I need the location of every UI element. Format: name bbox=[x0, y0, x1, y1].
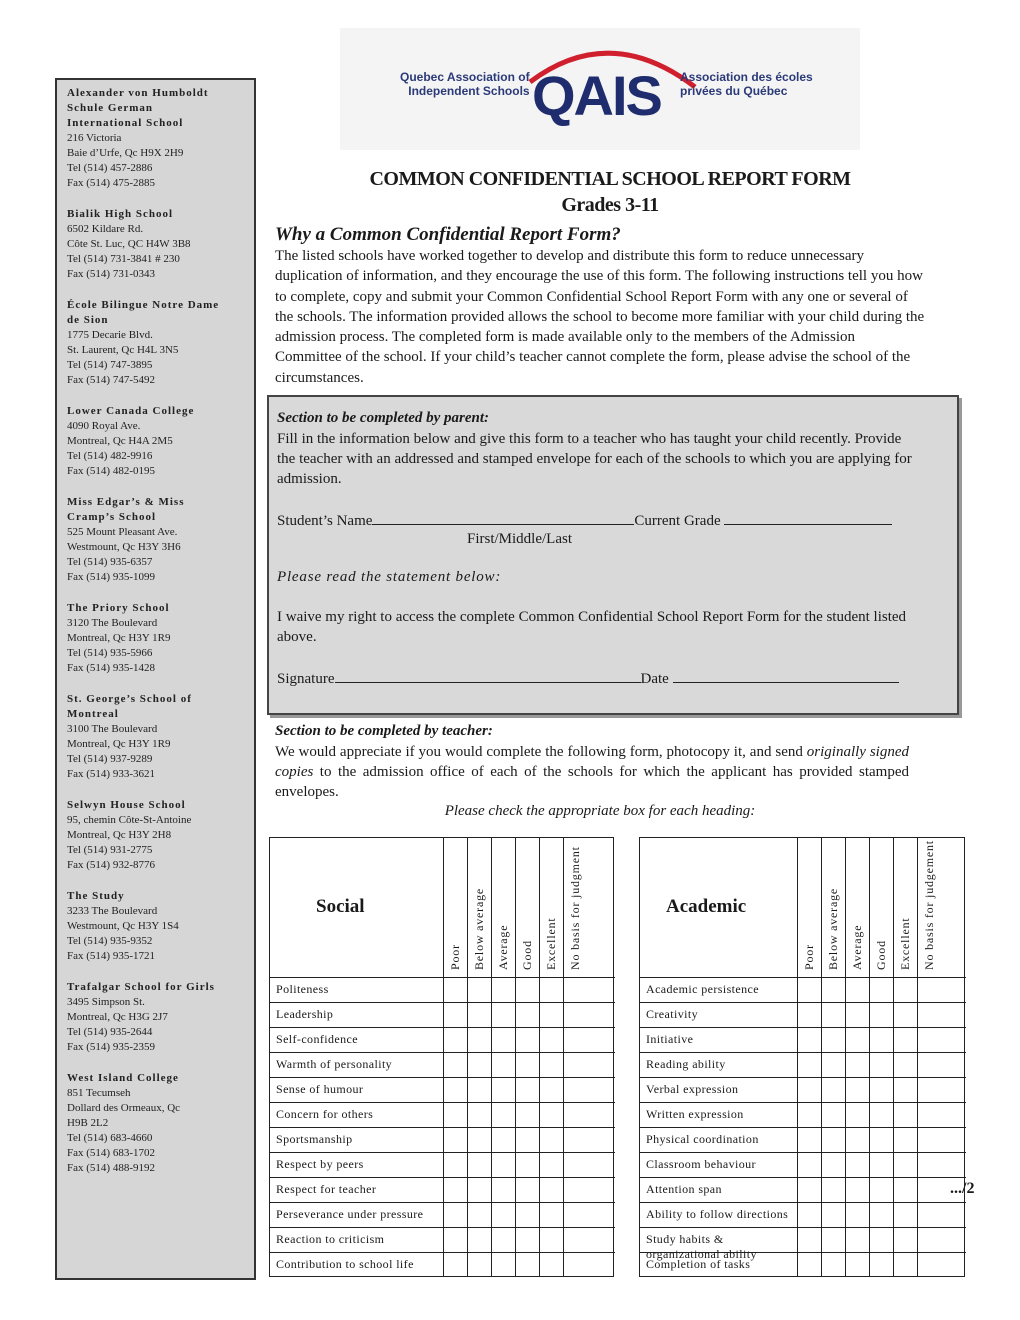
rating-checkbox[interactable] bbox=[798, 1054, 820, 1077]
rating-checkbox[interactable] bbox=[468, 1179, 490, 1202]
column-label: Excellent bbox=[544, 917, 558, 970]
school-name: Bialik High School bbox=[67, 208, 174, 220]
column-label: Below average bbox=[472, 887, 486, 970]
logo-acronym: QAIS bbox=[532, 64, 661, 127]
school-name: Schule German bbox=[67, 102, 154, 114]
student-name-label: Student’s Name bbox=[277, 513, 373, 529]
row-label: Ability to follow directions bbox=[646, 1207, 789, 1221]
rating-checkbox[interactable] bbox=[846, 1104, 868, 1127]
rating-checkbox[interactable] bbox=[798, 1179, 820, 1202]
school-entry bbox=[67, 495, 254, 585]
check-note: Please check the appropriate box for each heading: bbox=[444, 803, 756, 819]
school-address-line: Fax (514) 935-1428 bbox=[67, 662, 155, 674]
school-address-line: Montreal, Qc H3Y 1R9 bbox=[67, 632, 171, 644]
rating-checkbox[interactable] bbox=[870, 979, 892, 1002]
school-address-line: Fax (514) 932-8776 bbox=[67, 859, 155, 871]
rating-checkbox[interactable] bbox=[822, 1179, 844, 1202]
school-address-line: Montreal, Qc H3G 2J7 bbox=[67, 1011, 168, 1023]
rating-checkbox[interactable] bbox=[564, 1129, 586, 1152]
current-grade-field[interactable] bbox=[724, 511, 892, 525]
row-label: Sense of humour bbox=[276, 1082, 364, 1096]
school-address-line: Tel (514) 935-6357 bbox=[67, 556, 153, 568]
rating-checkbox[interactable] bbox=[918, 1054, 940, 1077]
rating-checkbox[interactable] bbox=[540, 1004, 562, 1027]
page-number: .../2 bbox=[950, 1180, 975, 1197]
row-label: Contribution to school life bbox=[276, 1257, 414, 1271]
row-label: Verbal expression bbox=[646, 1082, 739, 1096]
social-rating-table bbox=[269, 837, 614, 1277]
school-address-line: H9B 2L2 bbox=[67, 1117, 109, 1129]
column-label: Poor bbox=[802, 944, 816, 970]
school-address-line: Tel (514) 731-3841 # 230 bbox=[67, 253, 180, 265]
school-address-line: 851 Tecumseh bbox=[67, 1087, 131, 1099]
school-address-line: Fax (514) 747-5492 bbox=[67, 374, 155, 386]
rating-checkbox[interactable] bbox=[492, 1054, 514, 1077]
row-label: Study habits & organizational ability bbox=[646, 1232, 757, 1261]
rating-checkbox[interactable] bbox=[822, 1054, 844, 1077]
school-entry bbox=[67, 207, 254, 282]
rating-checkbox[interactable] bbox=[540, 1229, 562, 1252]
rating-checkbox[interactable] bbox=[564, 1179, 586, 1202]
school-address-line: Fax (514) 475-2885 bbox=[67, 177, 155, 189]
row-label: Sportsmanship bbox=[276, 1132, 353, 1146]
form-grades: Grades 3-11 bbox=[561, 194, 659, 216]
school-address-line: 3120 The Boulevard bbox=[67, 617, 158, 629]
school-address-line: 4090 Royal Ave. bbox=[67, 420, 141, 432]
rating-checkbox[interactable] bbox=[516, 1229, 538, 1252]
rating-checkbox[interactable] bbox=[468, 1129, 490, 1152]
rating-checkbox[interactable] bbox=[564, 1079, 586, 1102]
school-name: Lower Canada College bbox=[67, 405, 195, 417]
read-statement: Please read the statement below: bbox=[277, 569, 502, 585]
rating-checkbox[interactable] bbox=[516, 1079, 538, 1102]
rating-checkbox[interactable] bbox=[540, 979, 562, 1002]
rating-checkbox[interactable] bbox=[846, 1204, 868, 1227]
parent-section bbox=[267, 395, 959, 715]
rating-checkbox[interactable] bbox=[468, 1079, 490, 1102]
row-label: Reaction to criticism bbox=[276, 1232, 385, 1246]
school-entry bbox=[67, 601, 254, 676]
logo-english-name: Quebec Association of Independent Schools bbox=[400, 70, 530, 98]
row-label: Creativity bbox=[646, 1007, 698, 1021]
school-name: Trafalgar School for Girls bbox=[67, 981, 215, 993]
rating-checkbox[interactable] bbox=[894, 979, 916, 1002]
current-grade-label: Current Grade bbox=[634, 513, 721, 529]
school-address-line: Côte St. Luc, QC H4W 3B8 bbox=[67, 238, 191, 250]
rating-checkbox[interactable] bbox=[492, 1004, 514, 1027]
school-address-line: Westmount, Qc H3Y 3H6 bbox=[67, 541, 181, 553]
table-title: Social bbox=[316, 896, 365, 917]
row-label: Reading ability bbox=[646, 1057, 726, 1071]
rating-checkbox[interactable] bbox=[870, 1079, 892, 1102]
school-address-line: Fax (514) 731-0343 bbox=[67, 268, 155, 280]
school-name: de Sion bbox=[67, 314, 109, 326]
school-name: International School bbox=[67, 117, 184, 129]
column-label: Poor bbox=[448, 944, 462, 970]
rating-checkbox[interactable] bbox=[918, 1254, 940, 1277]
rating-checkbox[interactable] bbox=[870, 1004, 892, 1027]
row-label: Academic persistence bbox=[646, 982, 759, 996]
school-address-line: 6502 Kildare Rd. bbox=[67, 223, 144, 235]
rating-checkbox[interactable] bbox=[894, 1054, 916, 1077]
rating-checkbox[interactable] bbox=[492, 1254, 514, 1277]
rating-checkbox[interactable] bbox=[822, 1254, 844, 1277]
rating-checkbox[interactable] bbox=[918, 1104, 940, 1127]
rating-checkbox[interactable] bbox=[846, 1129, 868, 1152]
school-address-line: Baie d’Urfe, Qc H9X 2H9 bbox=[67, 147, 184, 159]
rating-checkbox[interactable] bbox=[492, 1079, 514, 1102]
rating-checkbox[interactable] bbox=[444, 1054, 466, 1077]
rating-checkbox[interactable] bbox=[540, 1079, 562, 1102]
rating-checkbox[interactable] bbox=[798, 979, 820, 1002]
column-label: Average bbox=[496, 924, 510, 970]
parent-section-heading: Section to be completed by parent: bbox=[277, 410, 490, 426]
school-address-line: Westmount, Qc H3Y 1S4 bbox=[67, 920, 179, 932]
rating-checkbox[interactable] bbox=[540, 1204, 562, 1227]
rating-checkbox[interactable] bbox=[468, 1254, 490, 1277]
rating-checkbox[interactable] bbox=[870, 1204, 892, 1227]
form-title: COMMON CONFIDENTIAL SCHOOL REPORT FORM bbox=[369, 168, 851, 190]
school-entry bbox=[67, 692, 254, 782]
rating-checkbox[interactable] bbox=[894, 1104, 916, 1127]
rating-checkbox[interactable] bbox=[468, 1054, 490, 1077]
date-field[interactable] bbox=[673, 669, 899, 683]
signature-line bbox=[277, 669, 899, 688]
school-address-line: Montreal, Qc H3Y 1R9 bbox=[67, 738, 171, 750]
rating-checkbox[interactable] bbox=[468, 1004, 490, 1027]
rating-checkbox[interactable] bbox=[798, 1229, 820, 1252]
rating-checkbox[interactable] bbox=[492, 1204, 514, 1227]
rating-checkbox[interactable] bbox=[846, 1054, 868, 1077]
signature-field[interactable] bbox=[335, 669, 641, 683]
school-address-line: Tel (514) 747-3895 bbox=[67, 359, 153, 371]
rating-checkbox[interactable] bbox=[492, 1229, 514, 1252]
rating-checkbox[interactable] bbox=[540, 1179, 562, 1202]
rating-checkbox[interactable] bbox=[516, 1204, 538, 1227]
rating-checkbox[interactable] bbox=[822, 1004, 844, 1027]
rating-checkbox[interactable] bbox=[444, 1154, 466, 1177]
rating-checkbox[interactable] bbox=[798, 1079, 820, 1102]
school-entry bbox=[67, 889, 254, 964]
rating-checkbox[interactable] bbox=[822, 1129, 844, 1152]
school-name: St. George’s School of bbox=[67, 693, 192, 705]
row-label: Completion of tasks bbox=[646, 1257, 751, 1271]
rating-checkbox[interactable] bbox=[444, 1104, 466, 1127]
rating-checkbox[interactable] bbox=[798, 1029, 820, 1052]
rating-checkbox[interactable] bbox=[564, 1229, 586, 1252]
rating-checkbox[interactable] bbox=[846, 1179, 868, 1202]
rating-checkbox[interactable] bbox=[822, 1154, 844, 1177]
logo-french-name: Association des écoles privées du Québec bbox=[680, 70, 813, 98]
school-address-line: Montreal, Qc H3Y 2H8 bbox=[67, 829, 172, 841]
school-address-line: Fax (514) 933-3621 bbox=[67, 768, 155, 780]
rating-checkbox[interactable] bbox=[870, 1129, 892, 1152]
school-address-line: 216 Victoria bbox=[67, 132, 122, 144]
school-address-line: Tel (514) 457-2886 bbox=[67, 162, 153, 174]
rating-checkbox[interactable] bbox=[468, 1229, 490, 1252]
school-address-line: Fax (514) 683-1702 bbox=[67, 1147, 155, 1159]
rating-checkbox[interactable] bbox=[894, 1204, 916, 1227]
school-address-line: 95, chemin Côte-St-Antoine bbox=[67, 814, 192, 826]
school-entry bbox=[67, 404, 254, 479]
rating-checkbox[interactable] bbox=[822, 1229, 844, 1252]
row-label: Written expression bbox=[646, 1107, 744, 1121]
school-address-line: St. Laurent, Qc H4L 3N5 bbox=[67, 344, 179, 356]
rating-checkbox[interactable] bbox=[894, 1254, 916, 1277]
school-name: Selwyn House School bbox=[67, 799, 186, 811]
rating-checkbox[interactable] bbox=[444, 1129, 466, 1152]
rating-checkbox[interactable] bbox=[798, 1104, 820, 1127]
rating-checkbox[interactable] bbox=[516, 1029, 538, 1052]
school-name: The Study bbox=[67, 890, 125, 902]
rating-checkbox[interactable] bbox=[492, 1129, 514, 1152]
student-name-field[interactable] bbox=[372, 511, 634, 525]
rating-checkbox[interactable] bbox=[564, 1029, 586, 1052]
rating-checkbox[interactable] bbox=[918, 1179, 940, 1202]
school-address-line: 3495 Simpson St. bbox=[67, 996, 145, 1008]
rating-checkbox[interactable] bbox=[444, 979, 466, 1002]
school-address-line: 3100 The Boulevard bbox=[67, 723, 158, 735]
rating-checkbox[interactable] bbox=[846, 979, 868, 1002]
rating-checkbox[interactable] bbox=[894, 1229, 916, 1252]
rating-checkbox[interactable] bbox=[540, 1104, 562, 1127]
school-address-line: Fax (514) 488-9192 bbox=[67, 1162, 155, 1174]
school-list-sidebar bbox=[55, 78, 256, 1280]
column-label: Excellent bbox=[898, 917, 912, 970]
school-name: Montreal bbox=[67, 708, 119, 720]
rating-checkbox[interactable] bbox=[444, 1079, 466, 1102]
school-entry bbox=[67, 798, 254, 873]
row-label: Initiative bbox=[646, 1032, 694, 1046]
rating-checkbox[interactable] bbox=[516, 1104, 538, 1127]
rating-checkbox[interactable] bbox=[870, 1154, 892, 1177]
rating-checkbox[interactable] bbox=[846, 1029, 868, 1052]
rating-checkbox[interactable] bbox=[822, 1029, 844, 1052]
rating-checkbox[interactable] bbox=[492, 1154, 514, 1177]
rating-checkbox[interactable] bbox=[798, 1004, 820, 1027]
rating-checkbox[interactable] bbox=[516, 1129, 538, 1152]
school-address-line: 1775 Decarie Blvd. bbox=[67, 329, 153, 341]
row-label: Classroom behaviour bbox=[646, 1157, 756, 1171]
rating-checkbox[interactable] bbox=[894, 1154, 916, 1177]
school-address-line: Tel (514) 482-9916 bbox=[67, 450, 153, 462]
rating-checkbox[interactable] bbox=[798, 1254, 820, 1277]
rating-checkbox[interactable] bbox=[798, 1154, 820, 1177]
column-label: No basis for judgement bbox=[922, 840, 936, 970]
column-label: Good bbox=[874, 940, 888, 970]
academic-rating-table bbox=[639, 837, 965, 1277]
rating-checkbox[interactable] bbox=[444, 1029, 466, 1052]
rating-checkbox[interactable] bbox=[564, 1154, 586, 1177]
row-label: Perseverance under pressure bbox=[276, 1207, 424, 1221]
rating-checkbox[interactable] bbox=[492, 1029, 514, 1052]
rating-checkbox[interactable] bbox=[540, 1054, 562, 1077]
table-title: Academic bbox=[666, 896, 747, 917]
school-name: École Bilingue Notre Dame bbox=[67, 299, 220, 311]
rating-checkbox[interactable] bbox=[918, 979, 940, 1002]
rating-checkbox[interactable] bbox=[540, 1129, 562, 1152]
rating-checkbox[interactable] bbox=[870, 1029, 892, 1052]
rating-checkbox[interactable] bbox=[540, 1154, 562, 1177]
rating-checkbox[interactable] bbox=[918, 1229, 940, 1252]
school-entry bbox=[67, 980, 254, 1055]
rating-checkbox[interactable] bbox=[468, 1154, 490, 1177]
rating-checkbox[interactable] bbox=[822, 979, 844, 1002]
row-label: Respect by peers bbox=[276, 1157, 364, 1171]
row-label: Leadership bbox=[276, 1007, 334, 1021]
rating-checkbox[interactable] bbox=[846, 1229, 868, 1252]
rating-checkbox[interactable] bbox=[516, 1004, 538, 1027]
school-entry bbox=[67, 1071, 254, 1176]
row-label: Politeness bbox=[276, 982, 329, 996]
rating-checkbox[interactable] bbox=[468, 979, 490, 1002]
intro-text: The listed schools have worked together to develop and distribute this form to reduce unnecessary duplication of information, and they encourage the use of this form. The following instructions tell you how to complete, copy and submit your Common Confidential School Report Form with any one or several of the schools. The information provided allows the school to become more familiar with your child during the admission process. The completed form is made available only to the members of the Admission Committee of the school. If your child’s teacher cannot complete the form, please advise the school of the circumstances. bbox=[275, 248, 925, 386]
rating-checkbox[interactable] bbox=[870, 1054, 892, 1077]
school-address-line: 525 Mount Pleasant Ave. bbox=[67, 526, 178, 538]
rating-checkbox[interactable] bbox=[492, 1179, 514, 1202]
rating-checkbox[interactable] bbox=[918, 1079, 940, 1102]
rating-checkbox[interactable] bbox=[516, 1254, 538, 1277]
rating-checkbox[interactable] bbox=[894, 1129, 916, 1152]
rating-checkbox[interactable] bbox=[444, 1179, 466, 1202]
rating-checkbox[interactable] bbox=[516, 1179, 538, 1202]
rating-checkbox[interactable] bbox=[870, 1254, 892, 1277]
school-address-line: Tel (514) 935-9352 bbox=[67, 935, 153, 947]
rating-checkbox[interactable] bbox=[516, 1054, 538, 1077]
row-label: Concern for others bbox=[276, 1107, 374, 1121]
name-hint: First/Middle/Last bbox=[467, 531, 572, 547]
rating-checkbox[interactable] bbox=[870, 1229, 892, 1252]
rating-checkbox[interactable] bbox=[918, 1029, 940, 1052]
rating-checkbox[interactable] bbox=[516, 979, 538, 1002]
rating-checkbox[interactable] bbox=[918, 1154, 940, 1177]
rating-checkbox[interactable] bbox=[798, 1204, 820, 1227]
school-name: Alexander von Humboldt bbox=[67, 87, 209, 99]
rating-checkbox[interactable] bbox=[444, 1254, 466, 1277]
school-address-line: Tel (514) 937-9289 bbox=[67, 753, 153, 765]
rating-checkbox[interactable] bbox=[564, 1204, 586, 1227]
rating-checkbox[interactable] bbox=[468, 1029, 490, 1052]
school-name: Cramp’s School bbox=[67, 511, 157, 523]
rating-checkbox[interactable] bbox=[846, 1154, 868, 1177]
school-name: The Priory School bbox=[67, 602, 170, 614]
school-address-line: 3233 The Boulevard bbox=[67, 905, 158, 917]
rating-checkbox[interactable] bbox=[444, 1229, 466, 1252]
school-entry bbox=[67, 298, 254, 388]
rating-checkbox[interactable] bbox=[492, 979, 514, 1002]
intro-heading: Why a Common Confidential Report Form? bbox=[275, 224, 621, 245]
row-label: Physical coordination bbox=[646, 1132, 759, 1146]
rating-checkbox[interactable] bbox=[798, 1129, 820, 1152]
rating-checkbox[interactable] bbox=[492, 1104, 514, 1127]
rating-checkbox[interactable] bbox=[564, 1104, 586, 1127]
rating-checkbox[interactable] bbox=[846, 1254, 868, 1277]
rating-checkbox[interactable] bbox=[918, 1204, 940, 1227]
school-address-line: Tel (514) 935-5966 bbox=[67, 647, 153, 659]
rating-checkbox[interactable] bbox=[870, 1179, 892, 1202]
row-label: Attention span bbox=[646, 1182, 722, 1196]
school-address-line: Fax (514) 935-1099 bbox=[67, 571, 155, 583]
teacher-instructions: We would appreciate if you would complete the following form, photocopy it, and send originally signed copies to the admission office of each of the schools for which the applicant has provided stamped envelopes. bbox=[275, 744, 910, 800]
rating-checkbox[interactable] bbox=[564, 1254, 586, 1277]
row-label: Self-confidence bbox=[276, 1032, 358, 1046]
row-label: Respect for teacher bbox=[276, 1182, 377, 1196]
school-address-line: Tel (514) 931-2775 bbox=[67, 844, 153, 856]
rating-checkbox[interactable] bbox=[444, 1204, 466, 1227]
column-label: Average bbox=[850, 924, 864, 970]
rating-checkbox[interactable] bbox=[540, 1029, 562, 1052]
rating-checkbox[interactable] bbox=[894, 1179, 916, 1202]
student-info-line bbox=[277, 511, 892, 530]
school-address-line: Fax (514) 482-0195 bbox=[67, 465, 155, 477]
date-label: Date bbox=[640, 671, 669, 687]
rating-checkbox[interactable] bbox=[468, 1104, 490, 1127]
rating-checkbox[interactable] bbox=[444, 1004, 466, 1027]
rating-checkbox[interactable] bbox=[822, 1104, 844, 1127]
school-address-line: Fax (514) 935-1721 bbox=[67, 950, 155, 962]
column-label: No basis for judgment bbox=[568, 846, 582, 970]
rating-checkbox[interactable] bbox=[564, 979, 586, 1002]
rating-checkbox[interactable] bbox=[894, 1004, 916, 1027]
row-label: Warmth of personality bbox=[276, 1057, 393, 1071]
school-name: West Island College bbox=[67, 1072, 179, 1084]
school-address-line: Tel (514) 683-4660 bbox=[67, 1132, 153, 1144]
rating-checkbox[interactable] bbox=[870, 1104, 892, 1127]
rating-checkbox[interactable] bbox=[540, 1254, 562, 1277]
rating-checkbox[interactable] bbox=[468, 1204, 490, 1227]
school-address-line: Montreal, Qc H4A 2M5 bbox=[67, 435, 173, 447]
rating-checkbox[interactable] bbox=[894, 1079, 916, 1102]
signature-label: Signature bbox=[277, 671, 335, 687]
rating-checkbox[interactable] bbox=[846, 1079, 868, 1102]
school-address-line: Dollard des Ormeaux, Qc bbox=[67, 1102, 181, 1114]
rating-checkbox[interactable] bbox=[822, 1204, 844, 1227]
column-label: Good bbox=[520, 940, 534, 970]
parent-instructions: Fill in the information below and give this form to a teacher who has taught your child recently. Provide the teacher with an addressed and stamped envelope for each of the schools to which you are applying for admission. bbox=[277, 431, 912, 487]
school-address-line: Fax (514) 935-2359 bbox=[67, 1041, 155, 1053]
qais-logo bbox=[340, 28, 860, 150]
rating-checkbox[interactable] bbox=[564, 1004, 586, 1027]
column-label: Below average bbox=[826, 887, 840, 970]
rating-checkbox[interactable] bbox=[846, 1004, 868, 1027]
school-name: Miss Edgar’s & Miss bbox=[67, 496, 185, 508]
rating-checkbox[interactable] bbox=[918, 1004, 940, 1027]
school-entry bbox=[67, 86, 254, 191]
rating-checkbox[interactable] bbox=[894, 1029, 916, 1052]
rating-checkbox[interactable] bbox=[516, 1154, 538, 1177]
school-address-line: Tel (514) 935-2644 bbox=[67, 1026, 153, 1038]
waiver-statement: I waive my right to access the complete Common Confidential School Report Form for the student listed above. bbox=[277, 609, 907, 645]
rating-checkbox[interactable] bbox=[822, 1079, 844, 1102]
rating-checkbox[interactable] bbox=[918, 1129, 940, 1152]
rating-checkbox[interactable] bbox=[564, 1054, 586, 1077]
teacher-section-heading: Section to be completed by teacher: bbox=[275, 723, 493, 739]
